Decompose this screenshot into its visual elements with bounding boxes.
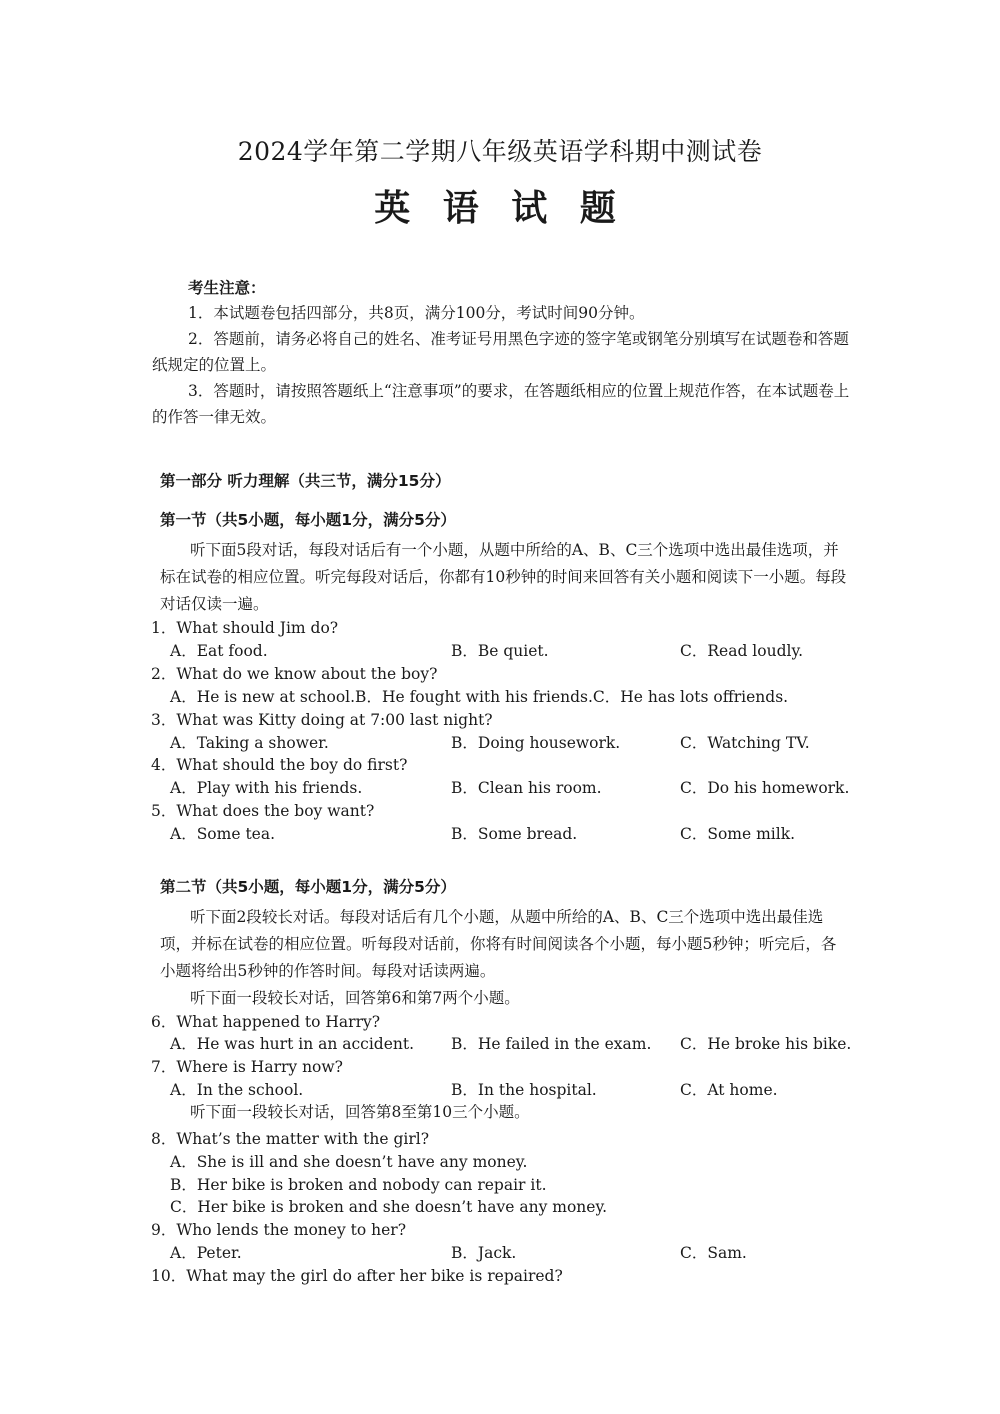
exam-title: 2024学年第二学期八年级英语学科期中测试卷 <box>237 137 763 166</box>
section1-heading: 第一节（共5小题，每小题1分，满分5分） <box>160 511 456 529</box>
option-b: B．Her bike is broken and nobody can repair it. <box>170 1176 547 1194</box>
option-a: A．He was hurt in an accident. <box>170 1035 415 1053</box>
question-text: What happened to Harry? <box>176 1013 381 1031</box>
option-b: B．Jack. <box>451 1244 517 1262</box>
notice-item: 2．答题前，请务必将自己的姓名、准考证号用黑色字迹的签字笔或钢笔分别填写在试题卷和答题纸规定的位置上。 <box>152 330 849 374</box>
question-number: 8． <box>151 1130 177 1148</box>
question-number: 1． <box>151 619 177 637</box>
question <box>151 617 338 639</box>
option-a: A．Some tea. <box>170 825 276 843</box>
question <box>151 800 374 822</box>
option-b: B．Doing housework. <box>451 734 621 752</box>
question-number: 6． <box>151 1013 177 1031</box>
question-number: 7． <box>151 1058 177 1076</box>
question <box>151 1265 563 1287</box>
part1-heading: 第一部分 听力理解（共三节，满分15分） <box>160 472 451 490</box>
question-text: What may the girl do after her bike is repaired? <box>186 1267 563 1285</box>
option-a: A．Peter. <box>170 1244 242 1262</box>
option-c: C．Do his homework. <box>680 779 850 797</box>
candidate-notice <box>152 278 852 430</box>
question <box>151 709 493 731</box>
option-c: C．He broke his bike. <box>680 1035 852 1053</box>
option-b: B．He failed in the exam. <box>451 1035 652 1053</box>
question-number: 3． <box>151 711 177 729</box>
option-c: C．Read loudly. <box>680 642 804 660</box>
question-number: 2． <box>151 665 177 683</box>
option-c: C．Sam. <box>680 1244 747 1262</box>
question-text: What should the boy do first? <box>176 756 408 774</box>
option-b: B．Some bread. <box>451 825 578 843</box>
question-number: 4． <box>151 756 177 774</box>
dialogue-note: 听下面一段较长对话，回答第8至第10三个小题。 <box>190 1103 530 1121</box>
question-text: What was Kitty doing at 7:00 last night? <box>176 711 493 729</box>
question <box>151 1128 429 1150</box>
options-combined: A．He is new at school.B．He fought with his friends.C．He has lots offriends. <box>170 688 789 706</box>
option-b: B．In the hospital. <box>451 1081 597 1099</box>
question <box>151 754 407 776</box>
question-text: What does the boy want? <box>176 802 375 820</box>
option-a: A．Taking a shower. <box>170 734 329 752</box>
question-number: 5． <box>151 802 177 820</box>
option-b: B．Be quiet. <box>451 642 549 660</box>
question-text: Who lends the money to her? <box>176 1221 407 1239</box>
notice-item: 3．答题时，请按照答题纸上“注意事项”的要求，在答题纸相应的位置上规范作答，在本试题卷上的作答一律无效。 <box>152 382 850 426</box>
notice-item: 1．本试题卷包括四部分，共8页，满分100分，考试时间90分钟。 <box>188 304 645 322</box>
option-c: C．Watching TV. <box>680 734 810 752</box>
question-number: 9． <box>151 1221 177 1239</box>
question <box>151 1056 343 1078</box>
option-c: C．At home. <box>680 1081 778 1099</box>
option-c: C．Her bike is broken and she doesn’t have any money. <box>170 1198 608 1216</box>
notice-heading: 考生注意： <box>188 279 266 297</box>
question-text: What should Jim do? <box>176 619 339 637</box>
section2-instructions: 听下面2段较长对话。每段对话后有几个小题，从题中所给的A、B、C三个选项中选出最佳选项，并标在试卷的相应位置。听每段对话前，你将有时间阅读各个小题，每小题5秒钟；听完后，各小题将给出5秒钟的作答时间。每段对话读两遍。 <box>160 908 837 980</box>
question <box>151 1219 406 1241</box>
section2-heading: 第二节（共5小题，每小题1分，满分5分） <box>160 878 456 896</box>
exam-subtitle: 英 语 试 题 <box>374 188 626 229</box>
option-a: A．Play with his friends. <box>170 779 363 797</box>
question-text: Where is Harry now? <box>176 1058 343 1076</box>
question-number: 10． <box>151 1267 187 1285</box>
question <box>151 1011 380 1033</box>
option-b: B．Clean his room. <box>451 779 602 797</box>
option-a: A．In the school. <box>170 1081 304 1099</box>
option-c: C．Some milk. <box>680 825 796 843</box>
dialogue-note: 听下面一段较长对话，回答第6和第7两个小题。 <box>190 989 520 1007</box>
question <box>151 663 437 685</box>
option-a: A．She is ill and she doesn’t have any money. <box>170 1153 528 1171</box>
section1-instructions: 听下面5段对话，每段对话后有一个小题，从题中所给的A、B、C三个选项中选出最佳选项，并标在试卷的相应位置。听完每段对话后，你都有10秒钟的时间来回答有关小题和阅读下一小题。每段对话仅读一遍。 <box>160 541 847 613</box>
option-a: A．Eat food. <box>170 642 268 660</box>
question-text: What’s the matter with the girl? <box>176 1130 430 1148</box>
question-text: What do we know about the boy? <box>176 665 438 683</box>
